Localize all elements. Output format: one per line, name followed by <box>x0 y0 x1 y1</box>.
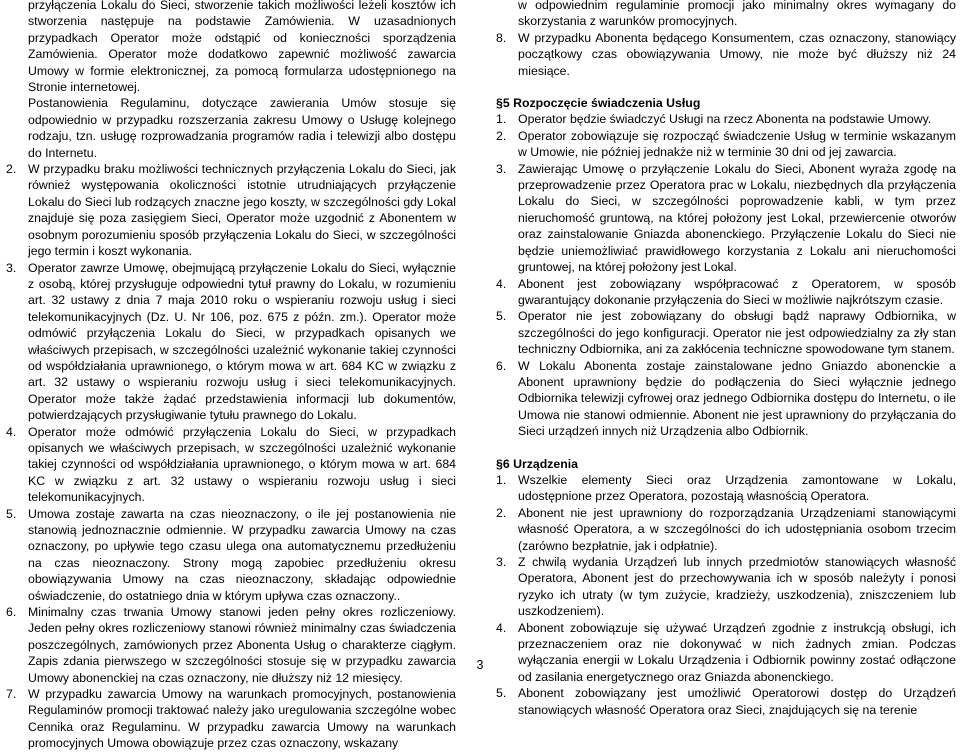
section-6-heading: §6 Urządzenia <box>496 456 579 471</box>
list-item <box>496 276 956 309</box>
list-number: 5. <box>496 686 507 701</box>
list-text: Minimalny czas trwania Umowy stanowi jeden pełny okres rozliczeniowy. Jeden pełny okres rozliczeniowy stanowi również minimalny czas świadczenia poszczególnych, zamówionych przez Abonenta Usług o charakterze ciągłym. Zapis zdania pierwszego w szczególności stosuje się w przypadku zawarcia Umowy abonenckiej na czas oznaczony, nie dłuższy niż 12 miesięcy. <box>28 605 456 685</box>
list-item <box>6 686 456 752</box>
list-text: Abonent zobowiązuje się używać Urządzeń zgodnie z instrukcją obsługi, ich przeznaczeniem oraz nie dokonywać w nich żadnych zmian. Podczas wyłączania energii w Lokalu Urządzenia i Odbiornik powinny zostać odłączone od zasilania energetycznego oraz Gniazda abonenckiego. <box>518 620 956 684</box>
list-item <box>496 554 956 620</box>
list-number: 5. <box>6 506 17 521</box>
intro-paragraph-2: Postanowienia Regulaminu, dotyczące zawierania Umów stosuje się odpowiednio w przypadku rozszerzania zakresu Umowy o Usługę kolejnego rodzaju, tzn. usługę rozprowadzania programów radia i telewizji albo dostępu do Internetu. <box>28 96 456 160</box>
list-item <box>496 308 956 357</box>
list-text: Z chwilą wydania Urządzeń lub innych przedmiotów stanowiących własność Operatora, Abonent jest do przechowywania ich w sposób należyty i ponosi ryzyko ich utraty (w tym zużycie, kradzieży, uszkodzenia), zniszczeniem lub uszkodzeniem). <box>518 555 956 619</box>
list-text: W Lokalu Abonenta zostaje zainstalowane jedno Gniazdo abonenckie a Abonent uprawniony będzie do podłączenia do Sieci wyłącznie jednego Odbiornika telewizji cyfrowej oraz jednego Odbiornika dostępu do Internetu, o ile Umowa nie stanowi odmiennie. Abonent nie jest uprawniony do przyłączania do Sieci urządzeń innych niż Urządzenia albo Odbiornik. <box>518 358 956 439</box>
list-text: Operator zobowiązuje się rozpocząć świadczenie Usług w terminie wskazanym w Umowie, nie później jednakże niż w terminie 30 dni od jej zawarcia. <box>518 128 956 160</box>
list-text: Operator będzie świadczyć Usługi na rzecz Abonenta na podstawie Umowy. <box>518 112 932 127</box>
list-item <box>496 161 956 276</box>
list-number: 1. <box>496 472 507 487</box>
list-item <box>496 472 956 505</box>
continued-paragraph: w odpowiednim regulaminie promocji jako minimalny okres wymagany do skorzystania z warunków promocyjnych. <box>518 0 956 29</box>
list-number: 4. <box>496 276 507 291</box>
list-item <box>6 506 456 604</box>
list-text: Umowa zostaje zawarta na czas nieoznaczony, o ile jej postanowienia nie stanowią jednoznacznie odmiennie. W przypadku zawarcia Umowy na czas oznaczony, po upływie tego czasu ulega ona automatycznemu przedłużeniu na czas nieoznaczony. Strony mogą zapobiec przedłużeniu okresu obowiązywania Umowy na czas nieoznaczony, składając odpowiednie oświadczenie, do ostatniego dnia w którym upływa czas oznaczony.. <box>28 506 456 603</box>
list-number: 5. <box>496 309 507 324</box>
list-item <box>6 161 456 259</box>
list-number: 8. <box>496 30 507 45</box>
list-number: 4. <box>6 424 17 439</box>
list-text: W przypadku braku możliwości technicznych przyłączenia Lokalu do Sieci, jak również występowania okoliczności istotnie utrudniających przyłączenie Lokalu do Sieci lub rodzących znaczne jego koszty, w szczególności gdy Lokal znajduje się poza zasięgiem Sieci, Operator może uzgodnić z Abonentem w osobnym porozumieniu sposób przyłączenia Lokalu do Sieci, w szczególności jego termin i koszt wykonania. <box>28 162 456 259</box>
list-text: W przypadku zawarcia Umowy na warunkach promocyjnych, postanowienia Regulaminów promocji traktować należy jako uregulowania szczególne wobec Cennika oraz Regulaminu. W przypadku zawarcia Umowy na warunkach promocyjnych Umowa obowiązuje przez czas oznaczony, wskazany <box>28 687 456 751</box>
list-text: Abonent nie jest uprawniony do rozporządzania Urządzeniami stanowiącymi własność Operatora, a w szczególności do ich udostępniania osobom trzecim (zarówno bezpłatnie, jak i odpłatnie). <box>518 505 956 553</box>
list-number: 2. <box>496 505 507 520</box>
list-text: Operator może odmówić przyłączenia Lokalu do Sieci, w przypadkach opisanych we właściwych przepisach, w szczególności uzależnić wykonanie takiej czynności od współdziałania uprawnionego, o którym mowa w art. 684 KC w związku z art. 32 ustawy o wspieraniu rozwoju usług i sieci telekomunikacyjnych. <box>28 424 456 505</box>
left-column <box>6 0 456 752</box>
list-text: Zawierając Umowę o przyłączenie Lokalu do Sieci, Abonent wyraża zgodę na przeprowadzenie przez Operatora prac w Lokalu, niezbędnych dla przyłączenia Lokalu do Sieci, w szczególności poprowadzenie kabli, w tym przez nieruchomość gruntową, na której położony jest Lokal, przewiercenie otworów oraz zainstalowanie Gniazda abonenckiego. Przyłączenie Lokalu do Sieci nie będzie uniemożliwiać prawidłowego korzystania z Lokalu ani nieruchomości gruntowej, na której położony jest Lokal. <box>518 161 956 275</box>
list-item <box>6 424 456 506</box>
list-number: 4. <box>496 620 507 635</box>
section-5-heading: §5 Rozpoczęcie świadczenia Usług <box>496 96 701 111</box>
list-item <box>6 260 456 424</box>
list-number: 1. <box>496 112 507 127</box>
list-item <box>496 620 956 686</box>
list-number: 6. <box>6 605 17 620</box>
list-number: 3. <box>496 555 507 569</box>
right-column <box>496 0 956 718</box>
list-text: Wszelkie elementy Sieci oraz Urządzenia zamontowane w Lokalu, udostępnione przez Operatora, pozostają własnością Operatora. <box>518 472 956 504</box>
list-item <box>496 111 956 127</box>
list-text: Operator zawrze Umowę, obejmującą przyłączenie Lokalu do Sieci, wyłącznie z osobą, której przysługuje odpowiedni tytuł prawny do Lokalu, w rozumieniu art. 32 ustawy z dnia 7 maja 2010 roku o wspieraniu rozwoju usług i sieci telekomunikacyjnych (Dz. U. Nr 106, poz. 675 z późn. zm.). Operator może odmówić przyłączenia Lokalu do Sieci, w przypadkach opisanych we właściwych przepisach, w szczególności uzależnić wykonanie takiej czynności od współdziałania uprawnionego, o którym mowa w art. 684 KC w związku z art. 32 ustawy o wspieraniu rozwoju usług i sieci telekomunikacyjnych. Operator może także żądać przedstawienia informacji lub dokumentów, potwierdzających przysługiwanie tytułu prawnego do Lokalu. <box>28 260 456 423</box>
list-item <box>496 685 956 718</box>
list-text: Abonent jest zobowiązany współpracować z Operatorem, w sposób gwarantujący dokonanie przyłączenia do Sieci w możliwie najkrótszym czasie. <box>518 276 956 307</box>
list-number: 3. <box>6 260 17 275</box>
list-number: 2. <box>6 162 17 177</box>
list-item <box>6 604 456 686</box>
page-number: 3 <box>476 658 484 672</box>
list-item <box>496 505 956 554</box>
list-item <box>496 358 956 440</box>
list-item-8 <box>496 30 956 79</box>
list-number: 6. <box>496 358 507 373</box>
list-number: 3. <box>496 161 507 176</box>
list-text: Abonent zobowiązany jest umożliwić Operatorowi dostęp do Urządzeń stanowiących własność Operatora oraz Sieci, znajdujących się na terenie <box>518 686 956 717</box>
list-number: 7. <box>6 687 17 702</box>
list-text: Operator nie jest zobowiązany do obsługi bądź naprawy Odbiornika, w szczególności do jego konfiguracji. Operator nie jest odpowiedzialny za zły stan techniczny Odbiornika, ani za zakłócenia techniczne spowodowane tym stanem. <box>518 309 956 357</box>
intro-paragraph-1: przyłączenia Lokalu do Sieci, stworzenie takich możliwości leżeli kosztów ich stworzenia następuje na podstawie Zamówienia. W uzasadnionych przypadkach Operator może odstąpić od konieczności sporządzenia Zamówienia. Operator może dodatkowo zapewnić możliwość zawarcia Umowy w formie elektronicznej, za pomocą formularza udostępnionego na Stronie internetowej. <box>28 0 456 95</box>
section-5-list <box>496 111 956 439</box>
list-item <box>496 128 956 161</box>
list-number: 2. <box>496 128 507 143</box>
section-6-list <box>496 472 956 718</box>
list-text: W przypadku Abonenta będącego Konsumentem, czas oznaczony, stanowiący początkowy czas obowiązywania Umowy, nie może być dłuższy niż 24 miesiące. <box>518 30 956 78</box>
